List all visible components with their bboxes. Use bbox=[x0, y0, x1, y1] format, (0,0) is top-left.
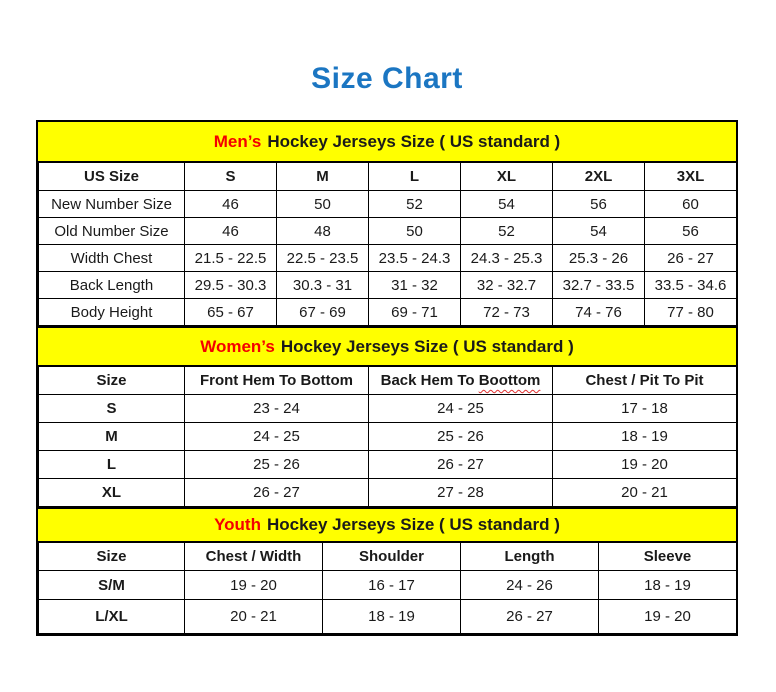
table-row bbox=[39, 451, 737, 479]
column-header: Chest / Pit To Pit bbox=[553, 367, 737, 395]
value-cell: 24 - 25 bbox=[369, 395, 553, 423]
value-cell: 52 bbox=[461, 218, 553, 245]
value-cell: 52 bbox=[369, 191, 461, 218]
youth-banner-highlight: Youth bbox=[214, 515, 261, 534]
value-cell: 50 bbox=[369, 218, 461, 245]
column-header: Front Hem To Bottom bbox=[185, 367, 369, 395]
row-label-cell: Body Height bbox=[39, 299, 185, 326]
row-label-cell: S/M bbox=[39, 571, 185, 600]
header-row bbox=[39, 163, 737, 191]
row-label-cell: Width Chest bbox=[39, 245, 185, 272]
womens-size-table bbox=[38, 366, 737, 507]
womens-banner bbox=[38, 326, 736, 366]
value-cell: 19 - 20 bbox=[185, 571, 323, 600]
value-cell: 31 - 32 bbox=[369, 272, 461, 299]
row-label-cell: New Number Size bbox=[39, 191, 185, 218]
value-cell: 54 bbox=[461, 191, 553, 218]
column-header: Size bbox=[39, 367, 185, 395]
column-header: XL bbox=[461, 163, 553, 191]
value-cell: 69 - 71 bbox=[369, 299, 461, 326]
value-cell: 72 - 73 bbox=[461, 299, 553, 326]
value-cell: 18 - 19 bbox=[599, 571, 737, 600]
column-header: Size bbox=[39, 543, 185, 571]
value-cell: 48 bbox=[277, 218, 369, 245]
table-row bbox=[39, 272, 737, 299]
table-row bbox=[39, 571, 737, 600]
value-cell: 27 - 28 bbox=[369, 479, 553, 507]
value-cell: 18 - 19 bbox=[323, 600, 461, 634]
table-row bbox=[39, 218, 737, 245]
value-cell: 54 bbox=[553, 218, 645, 245]
table-row bbox=[39, 191, 737, 218]
row-label-cell: S bbox=[39, 395, 185, 423]
row-label-cell: XL bbox=[39, 479, 185, 507]
value-cell: 60 bbox=[645, 191, 737, 218]
value-cell: 30.3 - 31 bbox=[277, 272, 369, 299]
table-row bbox=[39, 395, 737, 423]
row-label-cell: L/XL bbox=[39, 600, 185, 634]
header-row bbox=[39, 543, 737, 571]
value-cell: 23.5 - 24.3 bbox=[369, 245, 461, 272]
value-cell: 29.5 - 30.3 bbox=[185, 272, 277, 299]
value-cell: 46 bbox=[185, 218, 277, 245]
value-cell: 65 - 67 bbox=[185, 299, 277, 326]
value-cell: 20 - 21 bbox=[185, 600, 323, 634]
value-cell: 21.5 - 22.5 bbox=[185, 245, 277, 272]
youth-banner-text: Hockey Jerseys Size ( US standard ) bbox=[266, 515, 560, 534]
value-cell: 46 bbox=[185, 191, 277, 218]
value-cell: 18 - 19 bbox=[553, 423, 737, 451]
row-label-cell: M bbox=[39, 423, 185, 451]
column-header: Length bbox=[461, 543, 599, 571]
value-cell: 20 - 21 bbox=[553, 479, 737, 507]
column-header: 3XL bbox=[645, 163, 737, 191]
value-cell: 24.3 - 25.3 bbox=[461, 245, 553, 272]
value-cell: 50 bbox=[277, 191, 369, 218]
column-header: Chest / Width bbox=[185, 543, 323, 571]
value-cell: 26 - 27 bbox=[185, 479, 369, 507]
value-cell: 56 bbox=[553, 191, 645, 218]
value-cell: 24 - 25 bbox=[185, 423, 369, 451]
value-cell: 32 - 32.7 bbox=[461, 272, 553, 299]
table-row bbox=[39, 423, 737, 451]
column-header: M bbox=[277, 163, 369, 191]
youth-banner bbox=[38, 507, 736, 542]
value-cell: 56 bbox=[645, 218, 737, 245]
mens-banner bbox=[38, 122, 736, 162]
row-label-cell: L bbox=[39, 451, 185, 479]
column-header: L bbox=[369, 163, 461, 191]
youth-size-table bbox=[38, 542, 737, 634]
value-cell: 16 - 17 bbox=[323, 571, 461, 600]
column-header: Sleeve bbox=[599, 543, 737, 571]
value-cell: 19 - 20 bbox=[553, 451, 737, 479]
value-cell: 25 - 26 bbox=[185, 451, 369, 479]
value-cell: 23 - 24 bbox=[185, 395, 369, 423]
womens-banner-text: Hockey Jerseys Size ( US standard ) bbox=[280, 336, 574, 356]
mens-banner-highlight: Men’s bbox=[213, 131, 262, 151]
value-cell: 26 - 27 bbox=[645, 245, 737, 272]
column-header: Shoulder bbox=[323, 543, 461, 571]
value-cell: 67 - 69 bbox=[277, 299, 369, 326]
column-header: S bbox=[185, 163, 277, 191]
mens-size-table bbox=[38, 162, 737, 326]
column-header: US Size bbox=[39, 163, 185, 191]
value-cell: 24 - 26 bbox=[461, 571, 599, 600]
row-label-cell: Old Number Size bbox=[39, 218, 185, 245]
value-cell: 74 - 76 bbox=[553, 299, 645, 326]
mens-banner-text: Hockey Jerseys Size ( US standard ) bbox=[267, 131, 561, 151]
table-row bbox=[39, 479, 737, 507]
value-cell: 26 - 27 bbox=[369, 451, 553, 479]
column-header: 2XL bbox=[553, 163, 645, 191]
value-cell: 25 - 26 bbox=[369, 423, 553, 451]
spellcheck-squiggle: Boottom bbox=[478, 372, 541, 389]
header-row bbox=[39, 367, 737, 395]
value-cell: 32.7 - 33.5 bbox=[553, 272, 645, 299]
value-cell: 19 - 20 bbox=[599, 600, 737, 634]
table-row bbox=[39, 299, 737, 326]
column-header: Back Hem To Boottom bbox=[369, 367, 553, 395]
value-cell: 17 - 18 bbox=[553, 395, 737, 423]
table-row bbox=[39, 600, 737, 634]
size-chart-panel bbox=[36, 120, 738, 636]
table-row bbox=[39, 245, 737, 272]
value-cell: 77 - 80 bbox=[645, 299, 737, 326]
value-cell: 22.5 - 23.5 bbox=[277, 245, 369, 272]
row-label-cell: Back Length bbox=[39, 272, 185, 299]
value-cell: 26 - 27 bbox=[461, 600, 599, 634]
size-chart-page bbox=[36, 0, 738, 636]
value-cell: 33.5 - 34.6 bbox=[645, 272, 737, 299]
page-title: Size Chart bbox=[311, 62, 463, 95]
womens-banner-highlight: Women’s bbox=[200, 336, 275, 356]
value-cell: 25.3 - 26 bbox=[553, 245, 645, 272]
